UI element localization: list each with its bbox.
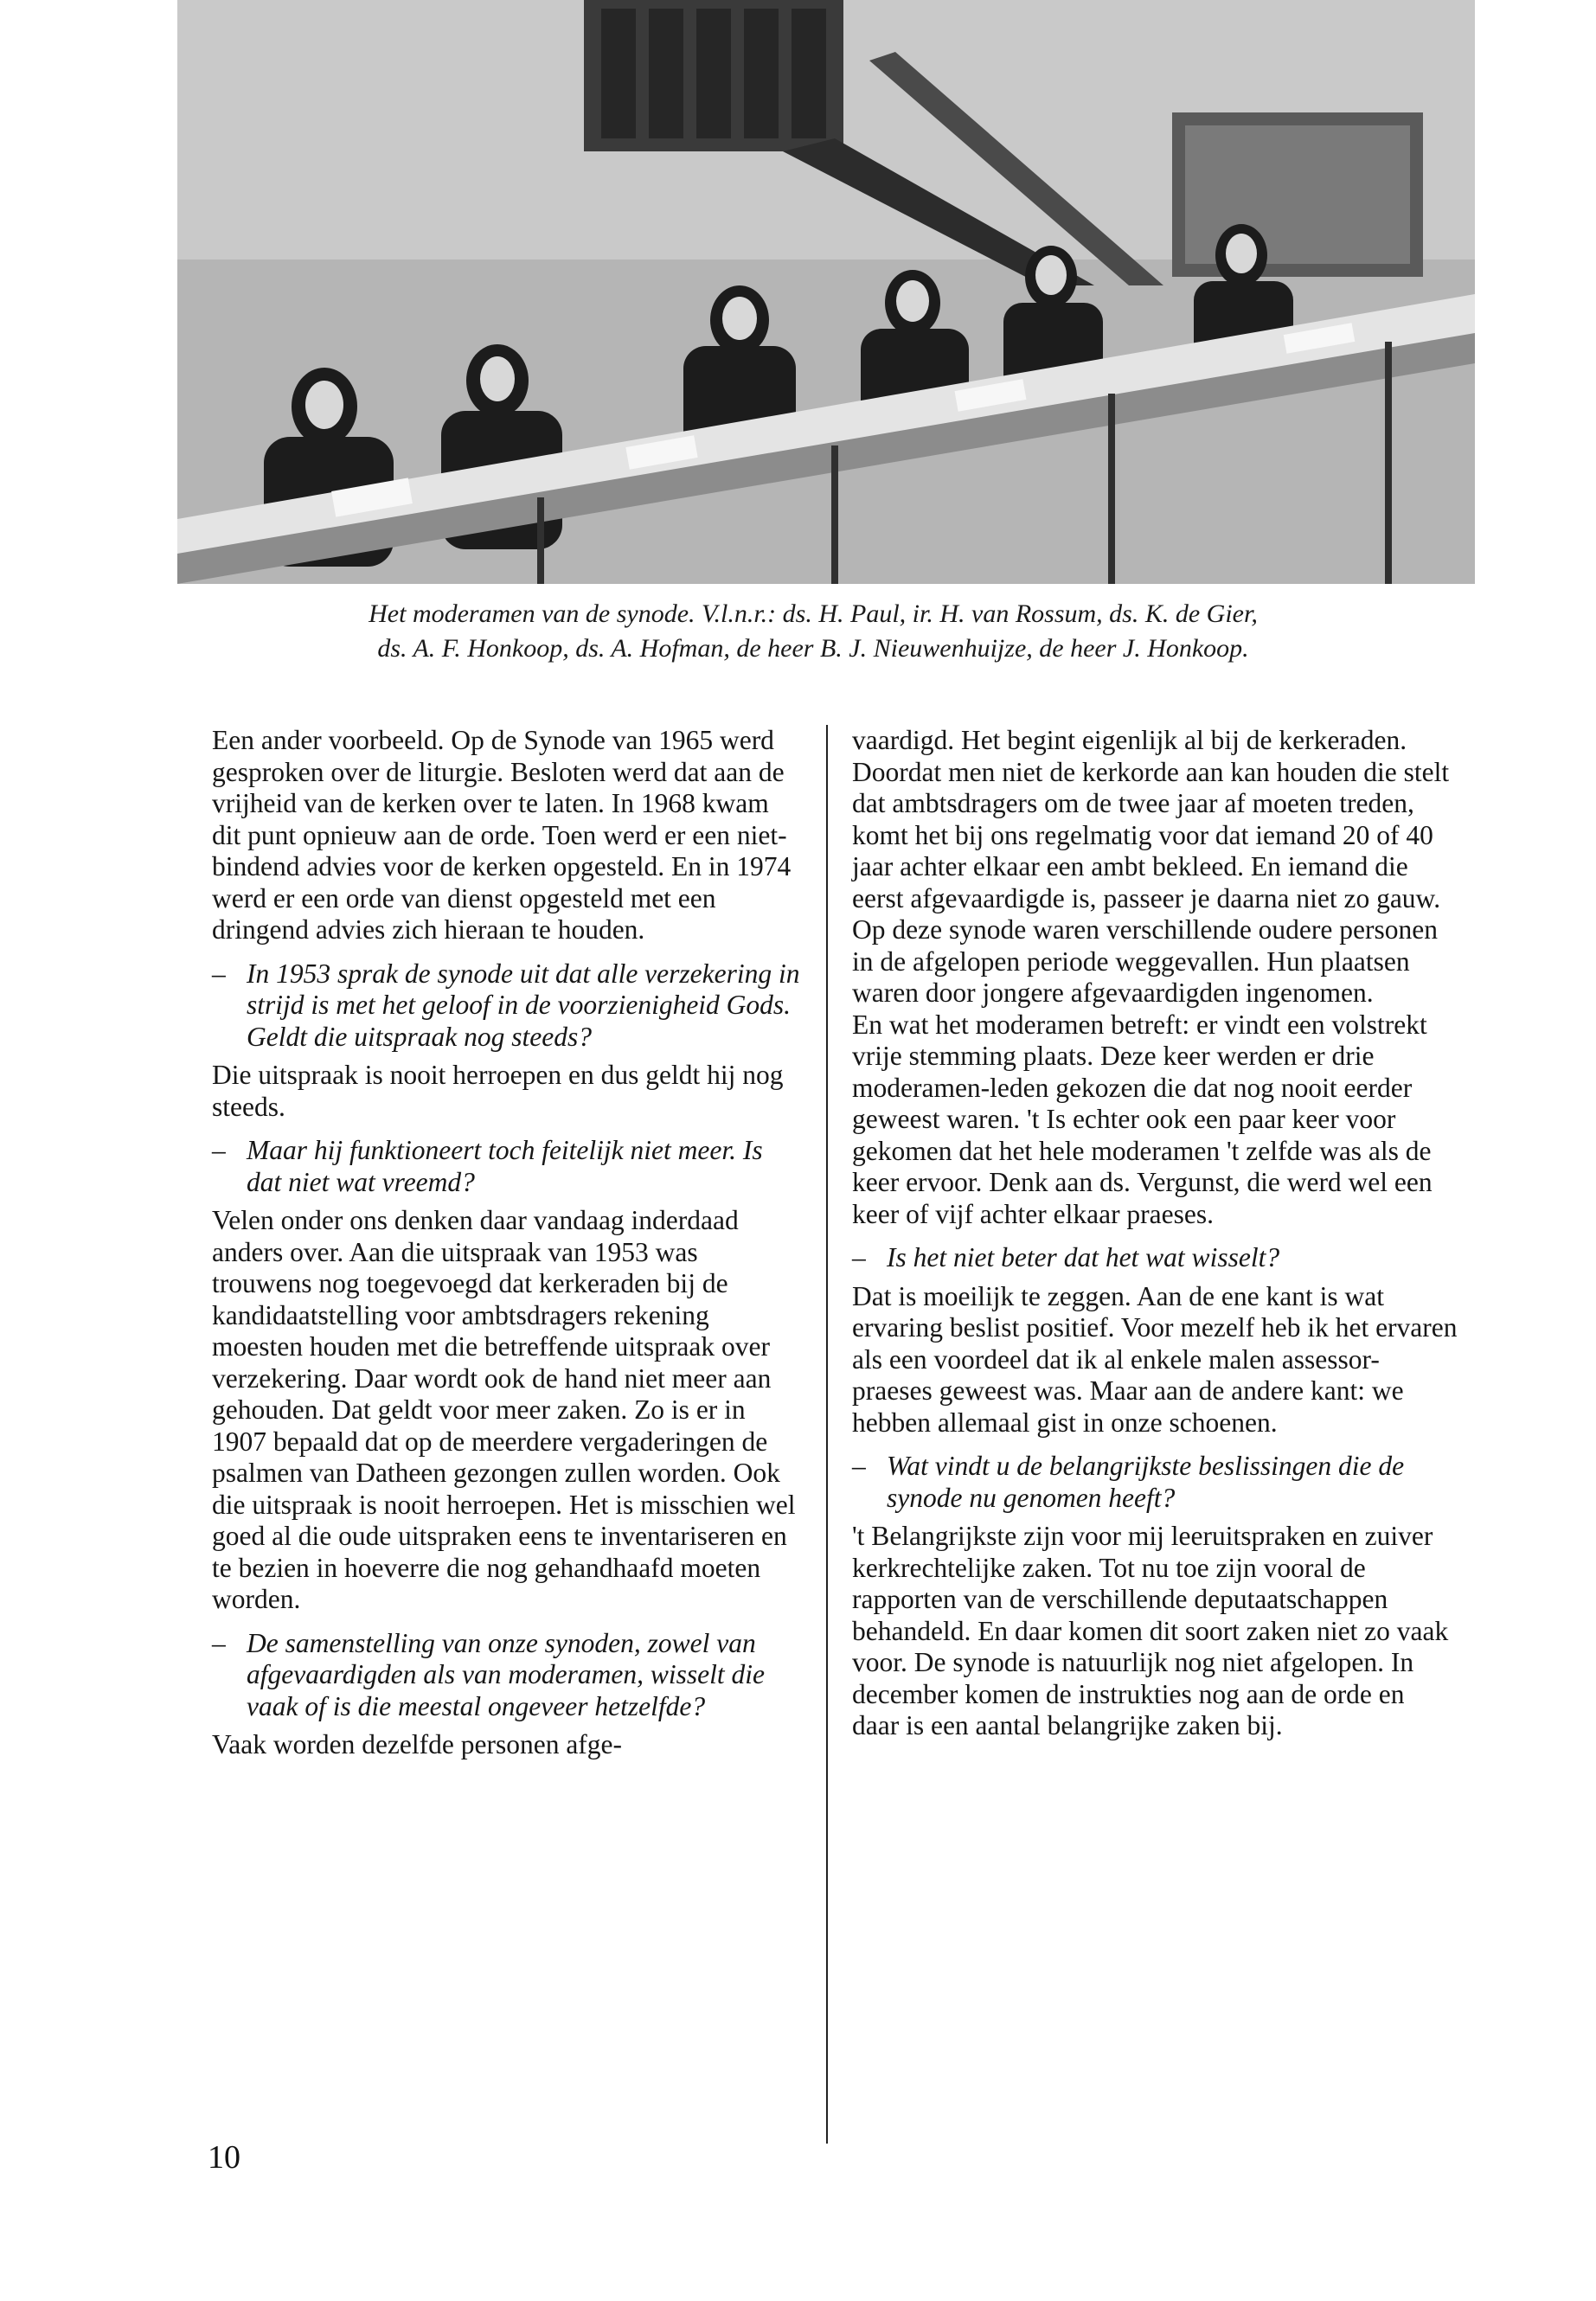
page-number: 10 <box>208 2139 240 2176</box>
left-paragraph-4: Vaak worden dezelfde personen afge- <box>212 1729 623 1759</box>
left-question-1: – In 1953 sprak de synode uit dat alle verzekering in strijd is met het geloof in de voorzienigheid Gods. Geldt die uitspraak nog steeds? <box>212 958 800 1054</box>
caption-line-2: ds. A. F. Honkoop, ds. A. Hofman, de heer B. J. Nieuwenhuijze, de heer J. Honkoop. <box>377 634 1249 663</box>
column-divider <box>826 725 828 2144</box>
left-paragraph-1: Een ander voorbeeld. Op de Synode van 1965 werd gesproken over de liturgie. Besloten werd dat aan de vrijheid van de kerken over te laten. In 1968 kwam dit punt opnieuw aan de orde. Toen werd er een niet-bindend advies voor de kerken opgesteld. En in 1974 werd er een orde van dienst opgesteld met een dringend advies zich hieraan te houden. <box>212 725 792 945</box>
right-column <box>852 725 1458 1742</box>
right-question-2: – Wat vindt u de belangrijkste beslissingen die de synode nu genomen heeft? <box>852 1451 1458 1514</box>
photo-icon <box>177 0 1475 584</box>
right-paragraph-4: Dat is moeilijk te zeggen. Aan de ene kant is wat ervaring beslist positief. Voor mezelf heb ik het ervaren als een voordeel dat ik al enkele malen assessor-praeses geweest was. Maar aan de andere kant: we hebben allemaal gist in onze schoenen. <box>852 1280 1458 1438</box>
left-column <box>212 725 800 1761</box>
right-paragraph-5: 't Belangrijkste zijn voor mij leeruitspraken en zuiver kerkrechtelijke zaken. Tot nu toe zijn vooral de rapporten van de verschillende deputaatschappen behandeld. En daar komen dit soort zaken niet zo vaak voor. De synode is natuurlijk nog niet afgelopen. In december komen de instrukties nog aan de orde en daar is een aantal belangrijke zaken bij. <box>852 1521 1449 1740</box>
right-question-1: – Is het niet beter dat het wat wisselt? <box>852 1242 1458 1274</box>
right-paragraph-3: En wat het moderamen betreft: er vindt een volstrekt vrije stemming plaats. Deze keer werden er drie moderamen-leden gekozen die dat nog nooit eerder geweest waren. 't Is echter ook een paar keer voor gekomen dat het hele moderamen 't zelfde was als de keer ervoor. Denk aan ds. Vergunst, die werd wel een keer of vijf achter elkaar praeses. <box>852 1009 1433 1229</box>
left-question-2: – Maar hij funktioneert toch feitelijk niet meer. Is dat niet wat vreemd? <box>212 1135 800 1198</box>
left-paragraph-2: Die uitspraak is nooit herroepen en dus geldt hij nog steeds. <box>212 1060 784 1122</box>
synod-moderamen-photo <box>177 0 1475 584</box>
right-paragraph-1: vaardigd. Het begint eigenlijk al bij de kerkeraden. Doordat men niet de kerkorde aan kan houden die stelt dat ambtsdragers om de twee jaar af moeten treden, komt het bij ons regelmatig voor dat iemand 20 of 40 jaar achter elkaar een ambt bekleed. En iemand die eerst afgevaardigde is, passeer je daarna niet zo gauw. <box>852 725 1450 913</box>
left-paragraph-3: Velen onder ons denken daar vandaag inderdaad anders over. Aan die uitspraak van 1953 was trouwens nog toegevoegd dat kerkeraden bij de kandidaatstelling voor ambtsdragers rekening moesten houden met die betreffende uitspraak over verzekering. Daar wordt ook de hand niet meer aan gehouden. Dat geldt voor meer zaken. Zo is er in 1907 bepaald dat op de meerdere vergaderingen de psalmen van Datheen gezongen zullen worden. Ook die uitspraak is nooit herroepen. Het is misschien wel goed al die oude uitspraken eens te inventariseren en te bezien in hoeverre die nog gehandhaafd moeten worden. <box>212 1205 796 1614</box>
photo-caption <box>199 597 1427 666</box>
caption-line-1: Het moderamen van de synode. V.l.n.r.: ds. H. Paul, ir. H. van Rossum, ds. K. de Gier, <box>369 599 1258 628</box>
left-question-3: – De samenstelling van onze synoden, zowel van afgevaardigden als van moderamen, wisselt die vaak of is die meestal ongeveer hetzelfde? <box>212 1628 800 1723</box>
right-paragraph-2: Op deze synode waren verschillende oudere personen in de afgelopen periode weggevallen. Hun plaatsen waren door jongere afgevaardigden ingenomen. <box>852 914 1438 1008</box>
